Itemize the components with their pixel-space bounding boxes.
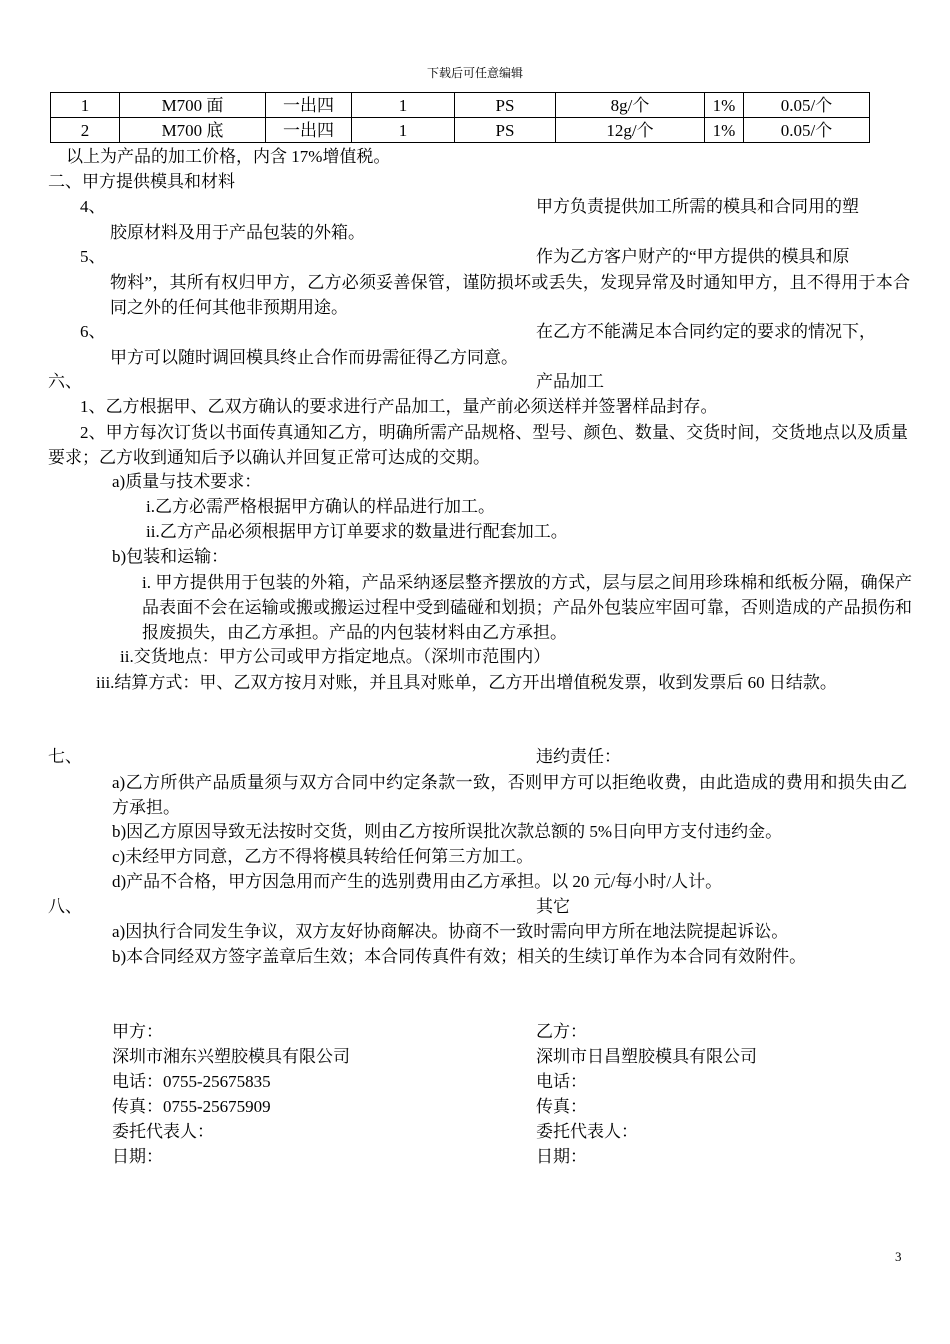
table-cell: 0.05/个 (744, 118, 870, 143)
table-cell: 12g/个 (556, 118, 705, 143)
section7-c: c)未经甲方同意，乙方不得将模具转给任何第三方加工。 (112, 847, 534, 866)
section2-item5-rest: 物料”，其所有权归甲方，乙方必须妥善保管，谨防损坏或丢失，发现异常及时通知甲方，且不得用于本合同之外的任何其他非预期用途。 (110, 273, 910, 317)
table-row (51, 93, 870, 118)
section6-b-i: i. 甲方提供用于包装的外箱，产品采纳逐层整齐摆放的方式，层与层之间用珍珠棉和纸板分隔，确保产品表面不会在运输或搬或搬运过程中受到磕碰和划损；产品外包装应牢固可靠，否则造成的产品损伤和报废损失，由乙方承担。产品的内包装材料由乙方承担。 (142, 573, 912, 642)
section7-b: b)因乙方原因导致无法按时交货，则由乙方按所误批次款总额的 5%日向甲方支付违约金。 (112, 822, 783, 841)
table-cell: 一出四 (266, 118, 352, 143)
table-cell: 2 (51, 118, 120, 143)
section6-b-iii: iii.结算方式：甲、乙双方按月对账，并且具对账单，乙方开出增值税发票，收到发票后 60 日结款。 (96, 673, 837, 692)
section2-item6-num: 6、 (80, 322, 106, 341)
section6-b-ii: ii.交货地点：甲方公司或甲方指定地点。（深圳市范围内） (120, 647, 551, 666)
party-a-rep: 委托代表人： (112, 1122, 214, 1141)
table-cell: M700 面 (120, 93, 266, 118)
party-b-date: 日期： (536, 1147, 587, 1166)
table-cell: M700 底 (120, 118, 266, 143)
section6-p1: 1、乙方根据甲、乙双方确认的要求进行产品加工，量产前必须送样并签署样品封存。 (80, 397, 718, 416)
party-a-date: 日期： (112, 1147, 163, 1166)
section8-num: 八、 (48, 897, 82, 916)
section6-num: 六、 (48, 372, 82, 391)
table-cell: PS (455, 93, 556, 118)
table-cell: 1% (705, 118, 744, 143)
section2-item4-line1: 甲方负责提供加工所需的模具和合同用的塑 (536, 197, 859, 216)
section6-title: 产品加工 (536, 372, 604, 391)
section6-a-i: i.乙方必需严格根据甲方确认的样品进行加工。 (146, 497, 495, 516)
section8-a: a)因执行合同发生争议，双方友好协商解决。协商不一致时需向甲方所在地法院提起诉讼。 (112, 922, 789, 941)
section2-item6-line1: 在乙方不能满足本合同约定的要求的情况下， (536, 322, 876, 341)
section2-item6-rest: 甲方可以随时调回模具终止合作而毋需征得乙方同意。 (110, 348, 518, 367)
section7-a: a)乙方所供产品质量须与双方合同中约定条款一致，否则甲方可以拒绝收费，由此造成的费用和损失由乙方承担。 (112, 773, 907, 817)
table-cell: 1 (51, 93, 120, 118)
party-b-phone: 电话： (536, 1072, 587, 1091)
section6-a-title: a)质量与技术要求： (112, 472, 262, 491)
page-number: 3 (895, 1249, 902, 1264)
section8-title: 其它 (536, 897, 570, 916)
section2-item5-num: 5、 (80, 247, 106, 266)
header-note: 下载后可任意编辑 (426, 66, 523, 80)
section6-b-title: b)包装和运输： (112, 547, 229, 566)
table-cell: 1% (705, 93, 744, 118)
party-b-company: 深圳市日昌塑胶模具有限公司 (536, 1047, 757, 1066)
price-note: 以上为产品的加工价格，内含 17%增值税。 (66, 147, 391, 166)
party-a-phone: 电话：0755-25675835 (112, 1072, 271, 1091)
section8-b: b)本合同经双方签字盖章后生效；本合同传真件有效；相关的生续订单作为本合同有效附件。 (112, 947, 807, 966)
table-row (51, 118, 870, 143)
table-cell: 1 (352, 118, 455, 143)
section2-item4-rest: 胶原材料及用于产品包装的外箱。 (110, 223, 365, 242)
section2-item4-num: 4、 (80, 197, 106, 216)
table-cell: PS (455, 118, 556, 143)
table-cell: 一出四 (266, 93, 352, 118)
section6-a-ii: ii.乙方产品必须根据甲方订单要求的数量进行配套加工。 (146, 522, 568, 541)
party-a-label: 甲方： (112, 1022, 163, 1041)
table-cell: 8g/个 (556, 93, 705, 118)
price-table (50, 92, 870, 143)
party-a-fax: 传真：0755-25675909 (112, 1097, 271, 1116)
section7-num: 七、 (48, 747, 82, 766)
section2-item5-line1: 作为乙方客户财产的“甲方提供的模具和原 (536, 247, 850, 266)
table-cell: 0.05/个 (744, 93, 870, 118)
section7-d: d)产品不合格，甲方因急用而产生的选别费用由乙方承担。以 20 元/每小时/人计。 (112, 872, 723, 891)
section6-p2: 2、甲方每次订货以书面传真通知乙方，明确所需产品规格、型号、颜色、数量、交货时间，交货地点以及质量要求；乙方收到通知后予以确认并回复正常可达成的交期。 (48, 423, 908, 467)
party-b-fax: 传真： (536, 1097, 587, 1116)
table-cell: 1 (352, 93, 455, 118)
section7-title: 违约责任： (536, 747, 621, 766)
party-b-rep: 委托代表人： (536, 1122, 638, 1141)
party-b-label: 乙方： (536, 1022, 587, 1041)
section2-title: 二、甲方提供模具和材料 (48, 172, 235, 191)
party-a-company: 深圳市湘东兴塑胶模具有限公司 (112, 1047, 350, 1066)
